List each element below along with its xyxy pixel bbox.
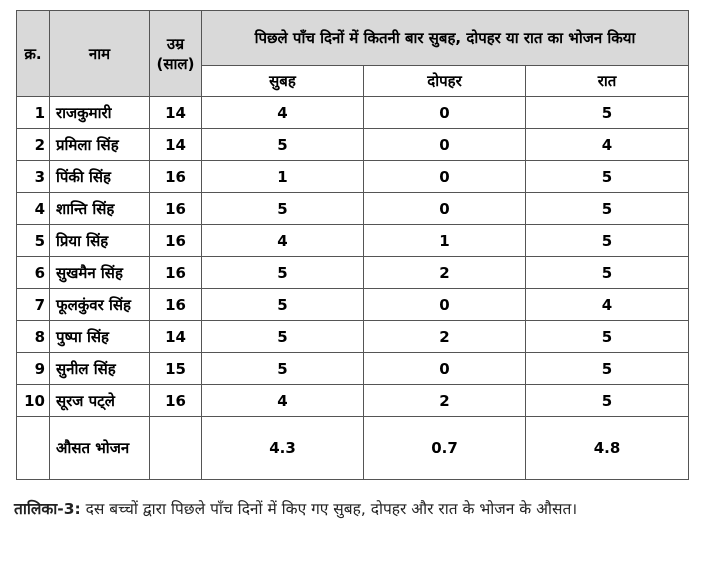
table-row [17,97,689,129]
age-cell: 14 [150,97,202,129]
afternoon-cell: 0 [364,353,526,385]
average-age-cell [150,417,202,480]
night-cell: 5 [526,321,689,353]
serial-cell: 9 [17,353,50,385]
table-row [17,161,689,193]
table-row [17,385,689,417]
serial-cell: 10 [17,385,50,417]
name-cell: प्रमिला सिंह [50,129,150,161]
name-cell: पिंकी सिंह [50,161,150,193]
afternoon-cell: 0 [364,97,526,129]
serial-cell: 6 [17,257,50,289]
table-row [17,225,689,257]
serial-cell: 1 [17,97,50,129]
average-afternoon: 0.7 [364,417,526,480]
age-cell: 14 [150,321,202,353]
serial-cell: 4 [17,193,50,225]
afternoon-cell: 0 [364,193,526,225]
morning-cell: 5 [202,257,364,289]
morning-cell: 5 [202,353,364,385]
morning-cell: 5 [202,289,364,321]
table-row [17,289,689,321]
header-name: नाम [50,11,150,97]
age-cell: 16 [150,257,202,289]
caption-text: दस बच्चों द्वारा पिछले पाँच दिनों में किए गए सुबह, दोपहर और रात के भोजन के औसत। [80,500,578,518]
name-cell: सुनील सिंह [50,353,150,385]
table-caption [14,498,694,520]
afternoon-cell: 0 [364,161,526,193]
night-cell: 4 [526,289,689,321]
serial-cell: 2 [17,129,50,161]
night-cell: 5 [526,257,689,289]
header-age [150,11,202,97]
header-morning: सुबह [202,66,364,97]
header-age-label: उम्र [166,34,185,53]
name-cell: प्रिया सिंह [50,225,150,257]
afternoon-cell: 1 [364,225,526,257]
afternoon-cell: 2 [364,257,526,289]
morning-cell: 1 [202,161,364,193]
morning-cell: 4 [202,385,364,417]
morning-cell: 5 [202,193,364,225]
serial-cell: 3 [17,161,50,193]
afternoon-cell: 0 [364,289,526,321]
afternoon-cell: 2 [364,321,526,353]
morning-cell: 4 [202,225,364,257]
meal-frequency-table [16,10,689,480]
table-row [17,257,689,289]
header-serial: क्र. [17,11,50,97]
header-meal-title: पिछले पाँच दिनों में कितनी बार सुबह, दोपहर या रात का भोजन किया [202,11,689,66]
table-body [17,97,689,480]
table-row [17,321,689,353]
age-cell: 16 [150,161,202,193]
age-cell: 16 [150,385,202,417]
name-cell: सूरज पट्ले [50,385,150,417]
average-label: औसत भोजन [50,417,150,480]
average-row [17,417,689,480]
night-cell: 5 [526,193,689,225]
name-cell: शान्ति सिंह [50,193,150,225]
average-night: 4.8 [526,417,689,480]
name-cell: फूलकुंवर सिंह [50,289,150,321]
age-cell: 16 [150,225,202,257]
name-cell: सुखमैन सिंह [50,257,150,289]
afternoon-cell: 2 [364,385,526,417]
afternoon-cell: 0 [364,129,526,161]
serial-cell: 7 [17,289,50,321]
serial-cell: 5 [17,225,50,257]
header-afternoon: दोपहर [364,66,526,97]
morning-cell: 5 [202,321,364,353]
name-cell: राजकुमारी [50,97,150,129]
night-cell: 5 [526,385,689,417]
night-cell: 5 [526,161,689,193]
night-cell: 4 [526,129,689,161]
morning-cell: 4 [202,97,364,129]
table-row [17,129,689,161]
night-cell: 5 [526,225,689,257]
serial-cell: 8 [17,321,50,353]
average-morning: 4.3 [202,417,364,480]
age-cell: 15 [150,353,202,385]
header-night: रात [526,66,689,97]
caption-label: तालिका-3: [14,500,81,518]
age-cell: 14 [150,129,202,161]
age-cell: 16 [150,193,202,225]
header-age-unit: (साल) [156,54,195,73]
morning-cell: 5 [202,129,364,161]
night-cell: 5 [526,353,689,385]
header-row [17,11,689,66]
table-row [17,353,689,385]
average-serial-cell [17,417,50,480]
night-cell: 5 [526,97,689,129]
age-cell: 16 [150,289,202,321]
name-cell: पुष्पा सिंह [50,321,150,353]
table-row [17,193,689,225]
